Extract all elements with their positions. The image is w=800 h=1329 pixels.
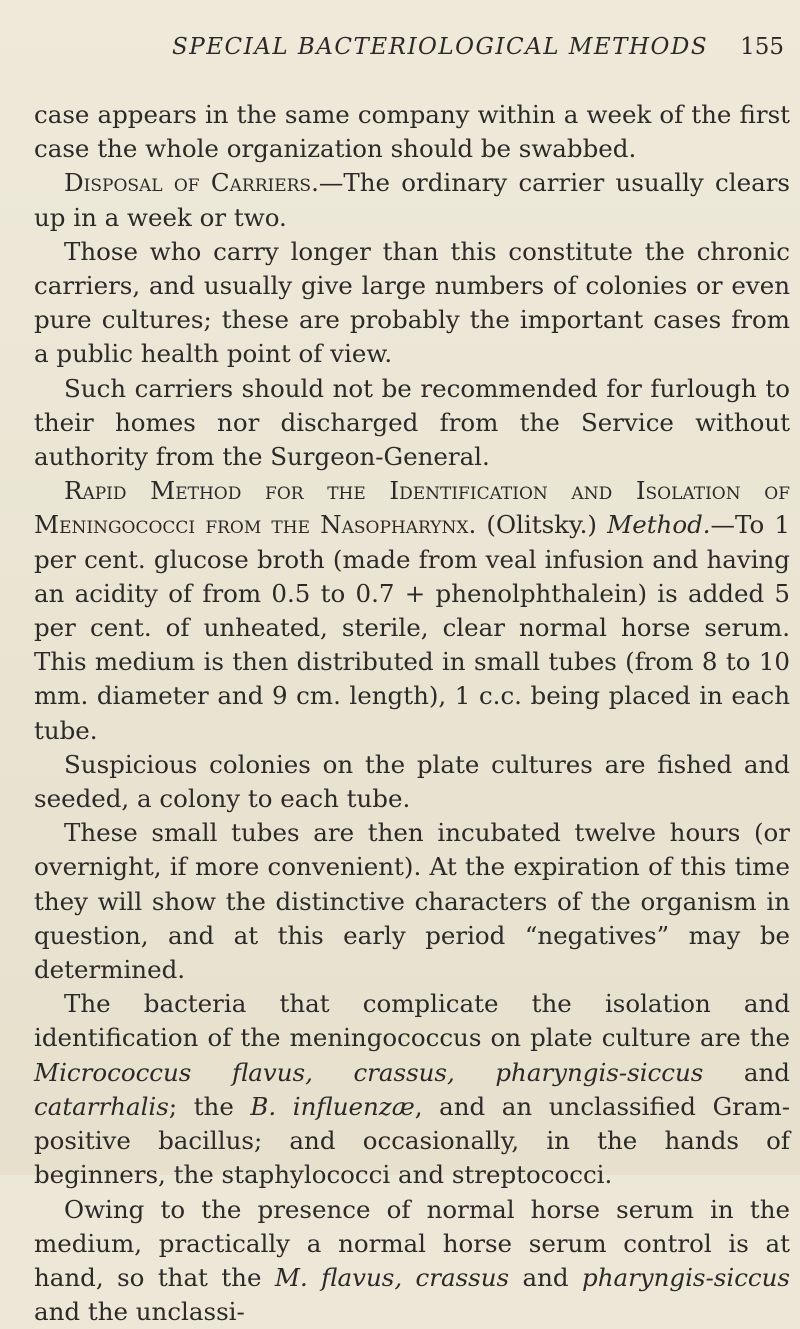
paragraph-text: Such carriers should not be recommended for furlough to their homes nor discharged from the Service without authority from the Surgeon-General. (34, 374, 790, 471)
page-header (34, 34, 790, 60)
section-heading: Disposal of Carriers. (64, 168, 319, 197)
organism-names: M. flavus, crassus (275, 1263, 509, 1292)
section-heading: Rapid Method for the Identification and Isolation of Meningococci from the Nasopharynx. (34, 476, 790, 539)
paragraph-incubation (34, 816, 790, 987)
text-run: and the unclassi- (34, 1297, 245, 1326)
paragraph-suspicious-colonies (34, 748, 790, 816)
text-run: ; the (169, 1092, 251, 1121)
paragraph-swabbing (34, 98, 790, 166)
organism-name: catarrhalis (34, 1092, 169, 1121)
paragraph-chronic-carriers (34, 235, 790, 372)
paragraph-rapid-method (34, 474, 790, 748)
paragraph-text: —The ordinary carrier usually clears up in a week or two. (34, 168, 790, 231)
paragraph-text: These small tubes are then incubated twelve hours (or overnight, if more convenient). At the expiration of this time they will show the distinctive characters of the organism in question, and at this early period “negatives” may be determined. (34, 818, 790, 984)
text-run: The bacteria that complicate the isolation and identification of the meningococcus on plate culture are the (34, 989, 790, 1052)
paragraph-text: Those who carry longer than this constitute the chronic carriers, and usually give large numbers of colonies or even pure cultures; these are probably the important cases from a public health point of view. (34, 237, 790, 369)
text-run: and (703, 1058, 790, 1087)
paragraph-complicating-bacteria (34, 987, 790, 1192)
paragraph-disposal-of-carriers (34, 166, 790, 234)
running-title: SPECIAL BACTERIOLOGICAL METHODS (172, 34, 708, 60)
text-run: and (509, 1263, 582, 1292)
organism-names: Micrococcus flavus, crassus, pharyngis-siccus (34, 1058, 703, 1087)
text-run: , and an unclassified Gram-positive bacillus; and occasionally, in the hands of beginners, the staphylococci and streptococci. (34, 1092, 790, 1189)
paragraph-horse-serum (34, 1193, 790, 1329)
subheading: Method. (607, 510, 710, 539)
paragraph-text: —To 1 per cent. glucose broth (made from veal infusion and having an acidity of from 0.5 to 0.7 + phenolphthalein) is added 5 per cent. of unheated, sterile, clear normal horse serum. This medium is then distributed in small tubes (from 8 to 10 mm. diameter and 9 cm. length), 1 c.c. being placed in each tube. (34, 510, 790, 744)
text-run: Owing to the presence of normal horse serum in the medium, practically a normal horse serum control is at hand, so that the (34, 1195, 790, 1292)
organism-name: B. influenzæ (250, 1092, 414, 1121)
organism-name: pharyngis-siccus (582, 1263, 790, 1292)
paragraph-furlough (34, 372, 790, 475)
page-number: 155 (740, 34, 784, 60)
paragraph-text: case appears in the same company within a week of the first case the whole organization should be swabbed. (34, 100, 790, 163)
attribution: (Olitsky.) (476, 510, 597, 539)
paragraph-text: Suspicious colonies on the plate cultures are fished and seeded, a colony to each tube. (34, 750, 790, 813)
